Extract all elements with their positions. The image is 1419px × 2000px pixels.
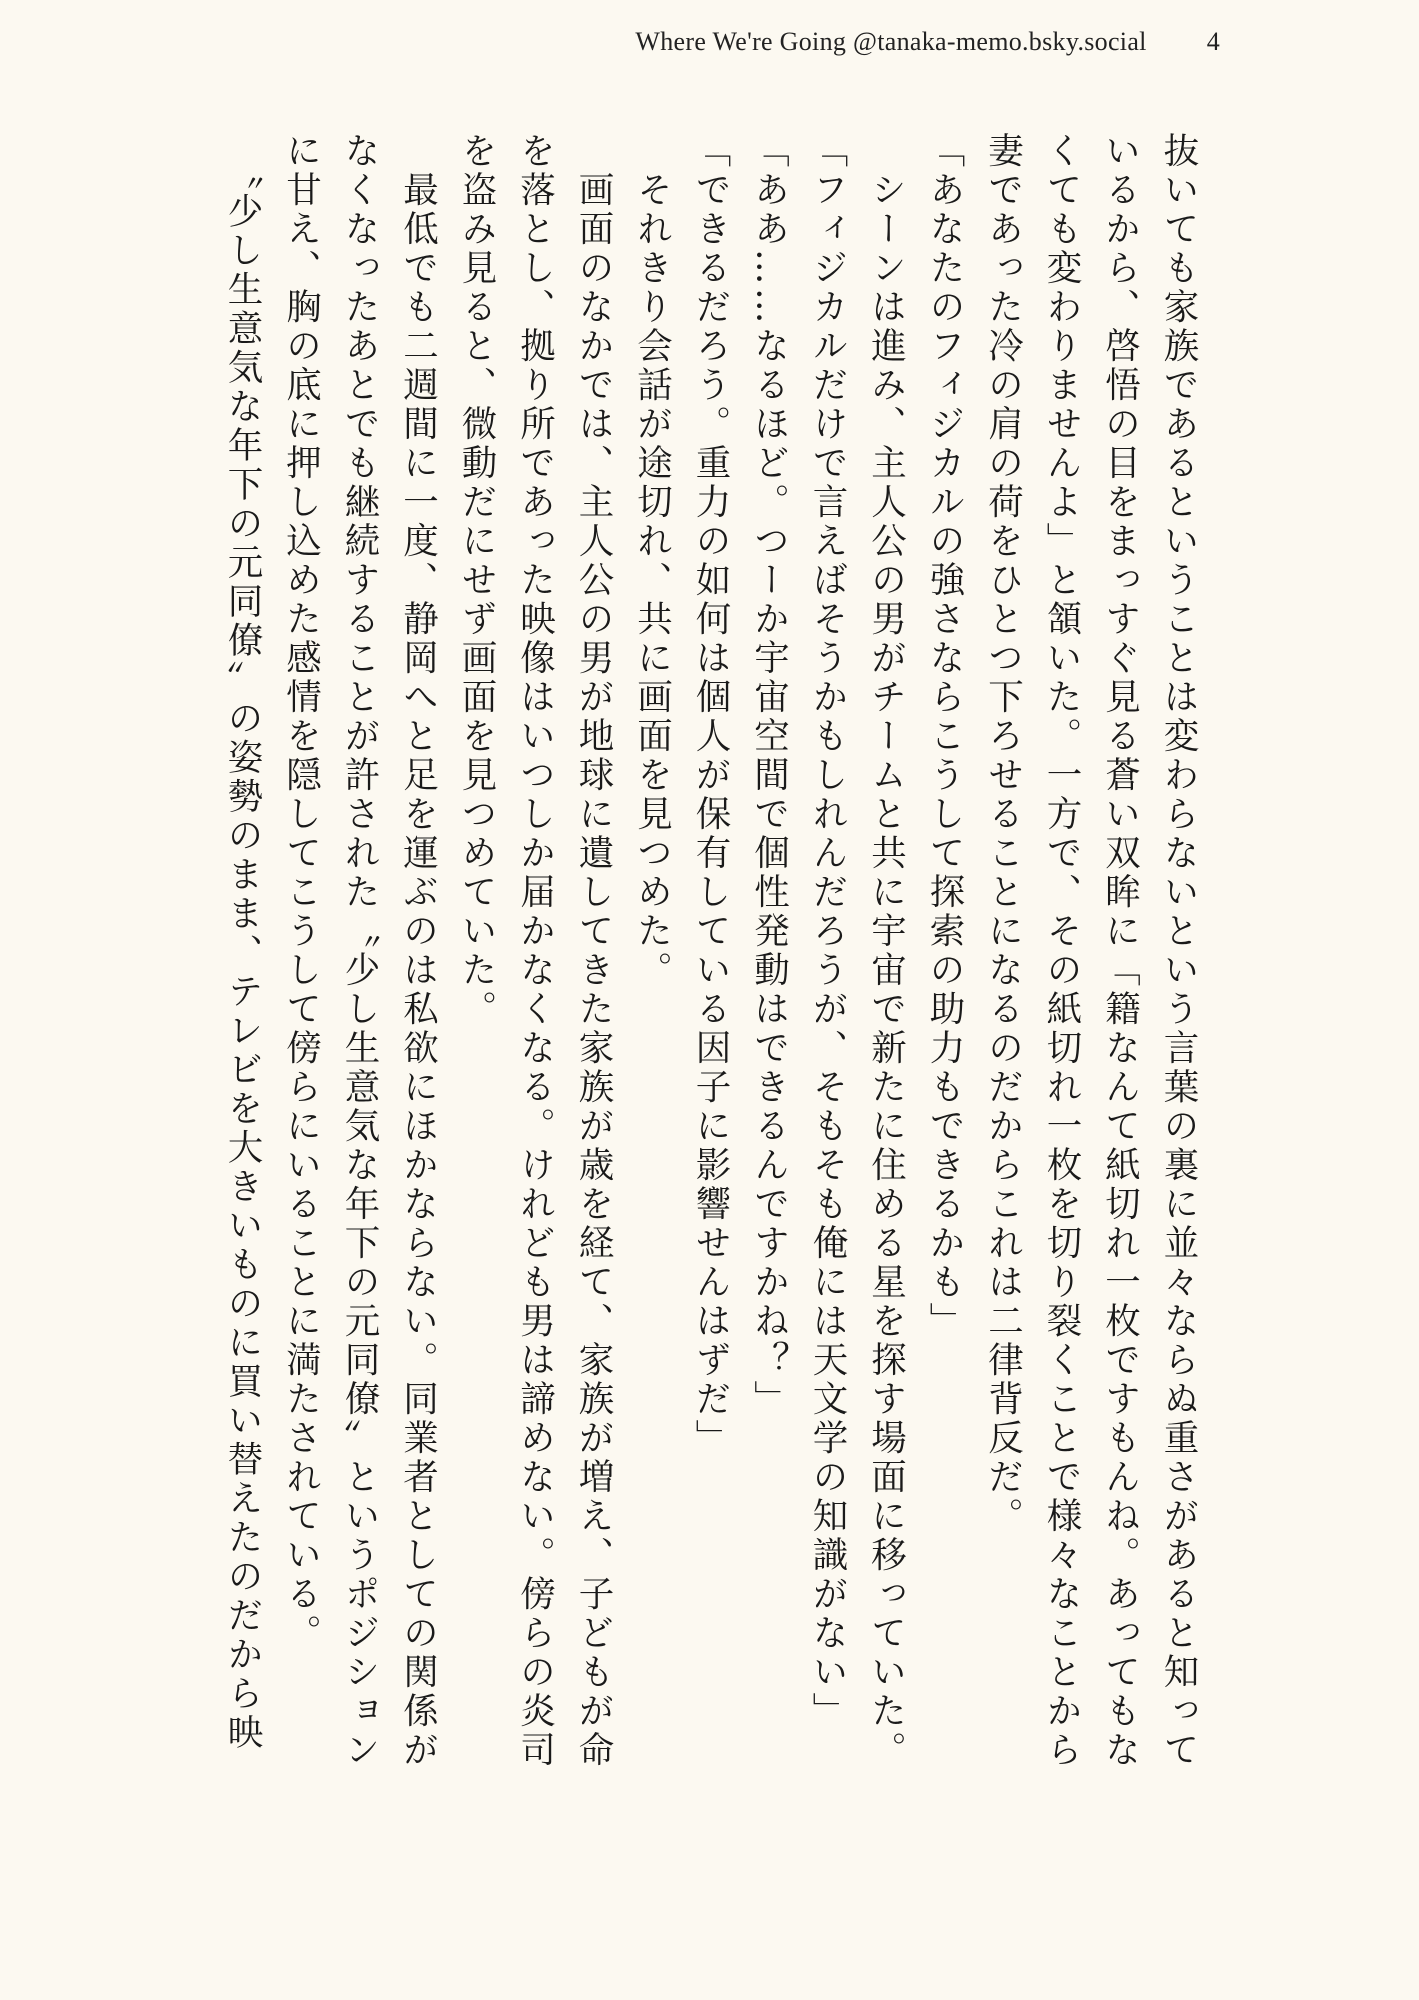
text-line: に甘え、胸の底に押し込めた感情を隠してこうして傍らにいることに満たされている。	[280, 132, 322, 1653]
text-line: 抜いても家族であるということは変わらないという言葉の裏に並々ならぬ重さがあると知って	[1158, 132, 1199, 1770]
page-number: 4	[1206, 27, 1220, 56]
text-line: 「あなたのフィジカルの強さならこうして探索の助力もできるかも」	[924, 132, 965, 1341]
text-line: なくなったあとでも継続することが許された〝少し生意気な年下の元同僚〟というポジション	[339, 132, 380, 1770]
text-line: を落とし、拠り所であった映像はいつしか届かなくなる。けれども男は諦めない。傍らの炎司	[514, 132, 556, 1770]
header-title: Where We're Going @tanaka-memo.bsky.social	[635, 27, 1147, 56]
text-line: いるから、啓悟の目をまっすぐ見る蒼い双眸に「籍なんて紙切れ一枚ですもんね。あってもな	[1099, 132, 1141, 1770]
vertical-text-body	[207, 132, 1207, 1912]
text-line: 「ああ……なるほど。つーか宇宙空間で個性発動はできるんですかね？」	[748, 132, 790, 1419]
text-line: 〝少し生意気な年下の元同僚〟の姿勢のまま、テレビを大きいものに買い替えたのだから映	[222, 132, 263, 1753]
text-line: を盗み見ると、微動だにせず画面を見つめていた。	[456, 132, 497, 1029]
text-line: それきり会話が途切れ、共に画面を見つめた。	[631, 132, 673, 990]
text-line: くても変わりませんよ」と頷いた。一方で、その紙切れ一枚を切り裂くことで様々なことから	[1041, 132, 1082, 1770]
text-line: 「フィジカルだけで言えばそうかもしれんだろうが、そもそも俺には天文学の知識がない」	[807, 132, 848, 1731]
text-line: 画面のなかでは、主人公の男が地球に遺してきた家族が歳を経て、家族が増え、子どもが命	[573, 132, 614, 1770]
text-line: シーンは進み、主人公の男がチームと共に宇宙で新たに住める星を探す場面に移っていた。	[865, 132, 907, 1770]
running-header	[540, 22, 1220, 62]
text-line: 「できるだろう。重力の如何は個人が保有している因子に影響せんはずだ」	[690, 132, 731, 1458]
text-line: 妻であった冷の肩の荷をひとつ下ろせることになるのだからこれは二律背反だ。	[982, 132, 1024, 1536]
text-line: 最低でも二週間に一度、静岡へと足を運ぶのは私欲にほかならない。同業者としての関係が	[397, 132, 439, 1770]
